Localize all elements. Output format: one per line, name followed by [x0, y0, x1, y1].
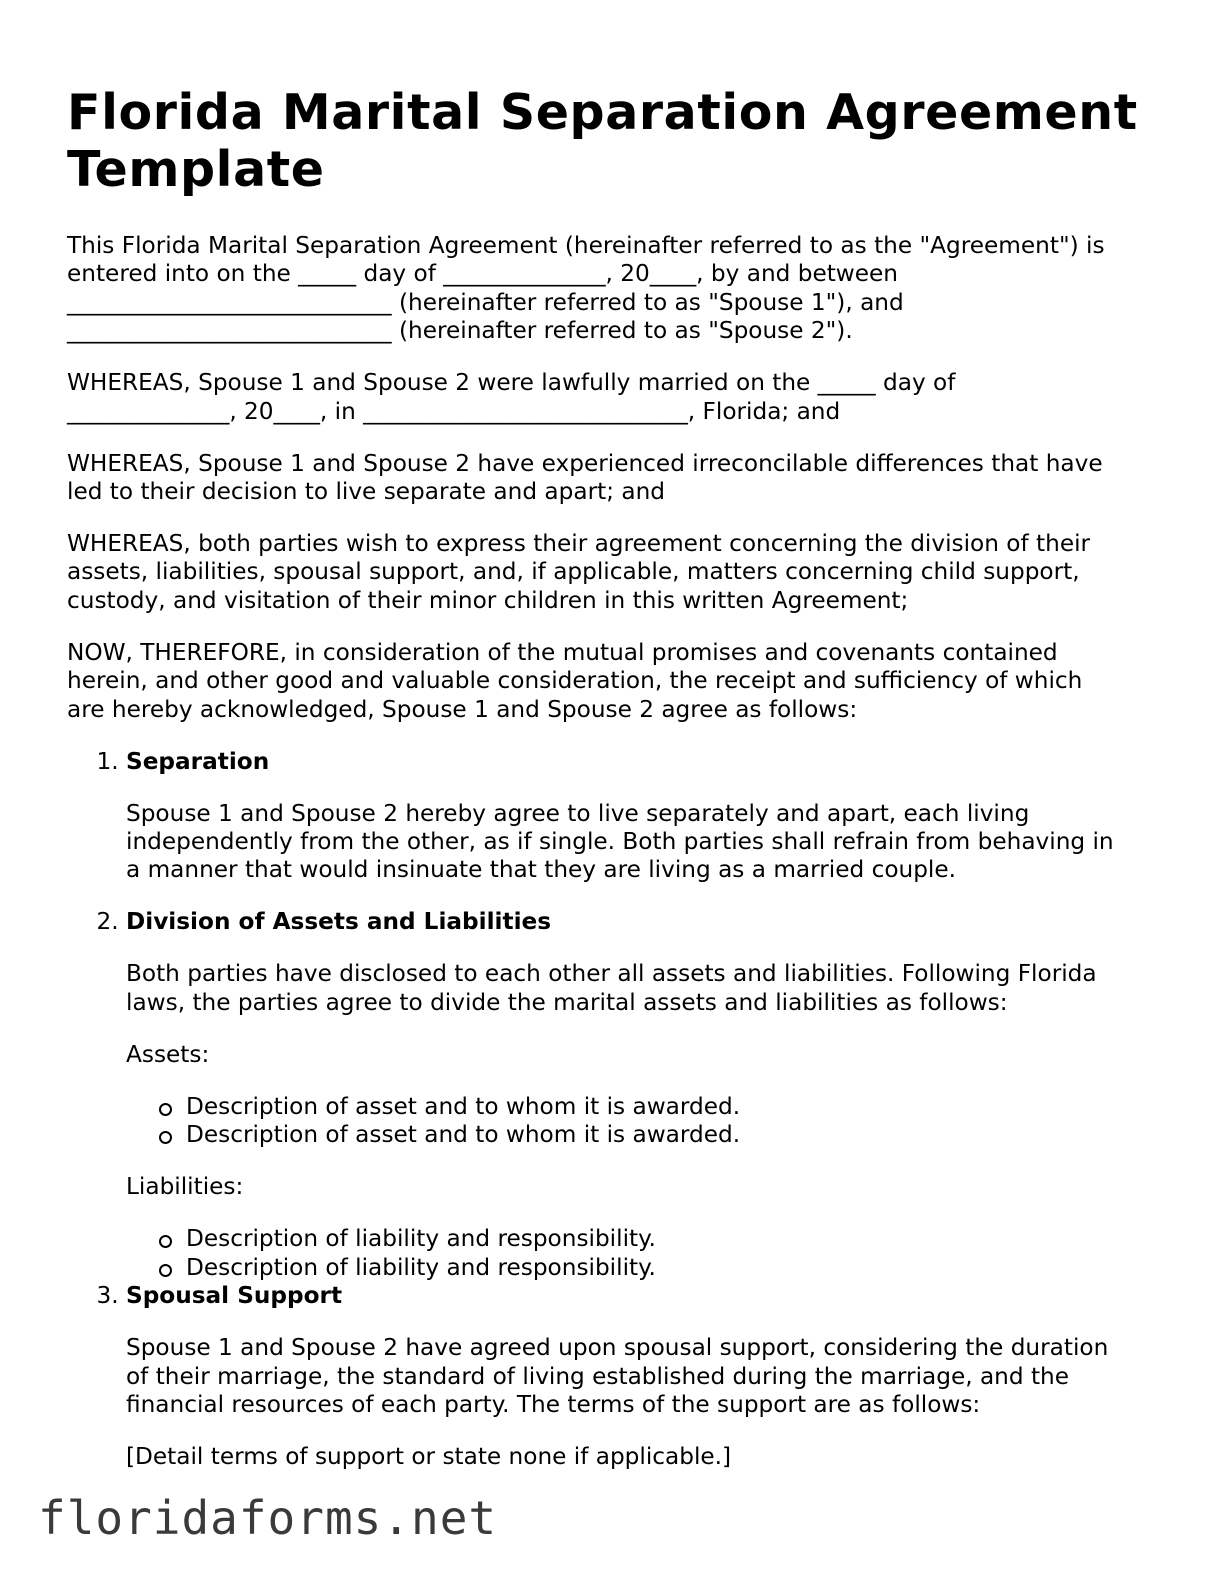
section-body	[126, 800, 1157, 885]
section-line: Spouse 1 and Spouse 2 hereby agree to live separately and apart, each living	[126, 799, 1030, 827]
section-line: a manner that would insinuate that they are living as a married couple.	[126, 856, 956, 884]
now-line: herein, and other good and valuable consideration, the receipt and sufficiency of which	[67, 667, 1083, 695]
intro-line: ____________________________ (hereinafter referred to as "Spouse 2").	[67, 317, 853, 345]
whereas-line: ______________, 20____, in ____________________________, Florida; and	[67, 397, 841, 425]
now-therefore-paragraph	[67, 639, 1157, 724]
section-title: 2. Division of Assets and Liabilities	[126, 908, 552, 936]
liability-item: Description of liability and responsibility.	[159, 1225, 1157, 1253]
whereas-line: WHEREAS, Spouse 1 and Spouse 2 have experienced irreconcilable differences that have	[67, 449, 1103, 477]
liability-item: Description of liability and responsibility.	[159, 1254, 1157, 1282]
section-spousal-support	[126, 1282, 1157, 1471]
asset-item: Description of asset and to whom it is awarded.	[159, 1121, 1157, 1149]
section-line: independently from the other, as if single. Both parties shall refrain from behaving in	[126, 828, 1114, 856]
section-line: Both parties have disclosed to each other all assets and liabilities. Following Florida	[126, 960, 1097, 988]
liabilities-list	[126, 1225, 1157, 1282]
whereas-differences-paragraph	[67, 450, 1157, 507]
now-line: are hereby acknowledged, Spouse 1 and Spouse 2 agree as follows:	[67, 695, 858, 723]
intro-line: ____________________________ (hereinafter referred to as "Spouse 1"), and	[67, 288, 904, 316]
section-body	[126, 1334, 1157, 1419]
whereas-married-paragraph	[67, 369, 1157, 426]
agreement-sections	[67, 748, 1157, 1472]
whereas-line: assets, liabilities, spousal support, and, if applicable, matters concerning child support,	[67, 558, 1080, 586]
document-title: Florida Marital Separation Agreement Template	[67, 84, 1138, 198]
section-body	[126, 960, 1157, 1017]
section-line: financial resources of each party. The terms of the support are as follows:	[126, 1390, 981, 1418]
section-division	[126, 908, 1157, 1282]
whereas-line: led to their decision to live separate and apart; and	[67, 478, 665, 506]
assets-label: Assets:	[126, 1040, 210, 1068]
assets-list	[126, 1093, 1157, 1150]
section-title: 1. Separation	[126, 747, 270, 775]
support-terms: [Detail terms of support or state none if applicable.]	[126, 1442, 732, 1470]
intro-line: entered into on the _____ day of ______________, 20____, by and between	[67, 260, 898, 288]
whereas-line: WHEREAS, Spouse 1 and Spouse 2 were lawfully married on the _____ day of	[67, 369, 956, 397]
section-line: laws, the parties agree to divide the marital assets and liabilities as follows:	[126, 988, 1008, 1016]
asset-item: Description of asset and to whom it is awarded.	[159, 1093, 1157, 1121]
watermark: floridaforms.net	[38, 1491, 498, 1545]
intro-line: This Florida Marital Separation Agreement (hereinafter referred to as the "Agreement") is	[67, 232, 1105, 259]
now-line: NOW, THEREFORE, in consideration of the mutual promises and covenants contained	[67, 638, 1058, 666]
whereas-line: custody, and visitation of their minor children in this written Agreement;	[67, 586, 909, 614]
document-page	[67, 84, 1157, 1495]
whereas-line: WHEREAS, both parties wish to express their agreement concerning the division of their	[67, 530, 1091, 558]
intro-paragraph	[67, 232, 1157, 346]
whereas-agreement-paragraph	[67, 530, 1157, 615]
section-line: Spouse 1 and Spouse 2 have agreed upon spousal support, considering the duration	[126, 1334, 1109, 1362]
section-line: of their marriage, the standard of living established during the marriage, and the	[126, 1362, 1070, 1390]
section-title: 3. Spousal Support	[126, 1282, 343, 1310]
liabilities-label: Liabilities:	[126, 1173, 244, 1201]
section-separation	[126, 748, 1157, 885]
